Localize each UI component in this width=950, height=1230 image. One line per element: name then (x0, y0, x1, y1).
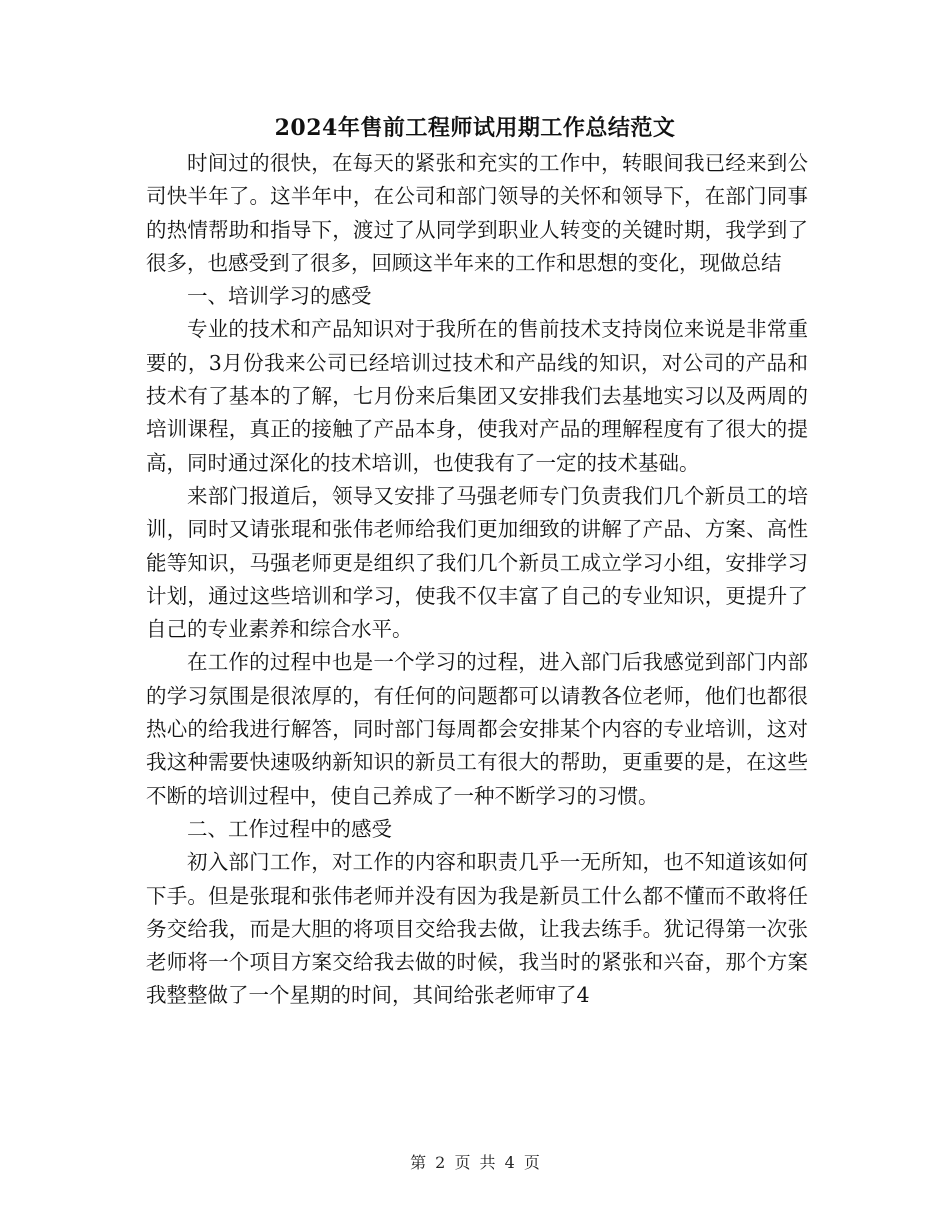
intro-paragraph: 时间过的很快，在每天的紧张和充实的工作中，转眼间我已经来到公司快半年了。这半年中，在公司和部门领导的关怀和领导下，在部门同事的热情帮助和指导下，渡过了从同学到职业人转变的关键时期，我学到了很多，也感受到了很多，回顾这半年来的工作和思想的变化，现做总结 (146, 151, 808, 275)
training-paragraph-1: 专业的技术和产品知识对于我所在的售前技术支持岗位来说是非常重要的，3月份我来公司已经培训过技术和产品线的知识，对公司的产品和技术有了基本的了解，七月份来后集团又安排我们去基地实习以及两周的培训课程，真正的接触了产品本身，使我对产品的理解程度有了很大的提高，同时通过深化的技术培训，也使我有了一定的技术基础。 (146, 317, 808, 475)
document-title: 2024年售前工程师试用期工作总结范文 (274, 115, 676, 141)
section-heading-training: 一、培训学习的感受 (187, 284, 372, 309)
work-paragraph-1: 初入部门工作，对工作的内容和职责几乎一无所知，也不知道该如何下手。但是张琨和张伟老师并没有因为我是新员工什么都不懂而不敢将任务交给我，而是大胆的将项目交给我去做，让我去练手。犹记得第一次张老师将一个项目方案交给我去做的时候，我当时的紧张和兴奋，那个方案我整整做了一个星期的时间，其间给张老师审了4 (146, 850, 808, 1008)
training-paragraph-3: 在工作的过程中也是一个学习的过程，进入部门后我感觉到部门内部的学习氛围是很浓厚的，有任何的问题都可以请教各位老师，他们也都很热心的给我进行解答，同时部门每周都会安排某个内容的专业培训，这对我这种需要快速吸纳新知识的新员工有很大的帮助，更重要的是，在这些不断的培训过程中，使自己养成了一种不断学习的习惯。 (146, 650, 808, 808)
training-paragraph-2: 来部门报道后，领导又安排了马强老师专门负责我们几个新员工的培训，同时又请张琨和张伟老师给我们更加细致的讲解了产品、方案、高性能等知识，马强老师更是组织了我们几个新员工成立学习小组，安排学习计划，通过这些培训和学习，使我不仅丰富了自己的专业知识，更提升了自己的专业素养和综合水平。 (146, 483, 808, 642)
document-body (146, 147, 808, 1013)
page-number-footer: 第 2 页 共 4 页 (410, 1153, 540, 1172)
section-heading-work: 二、工作过程中的感受 (187, 816, 392, 841)
